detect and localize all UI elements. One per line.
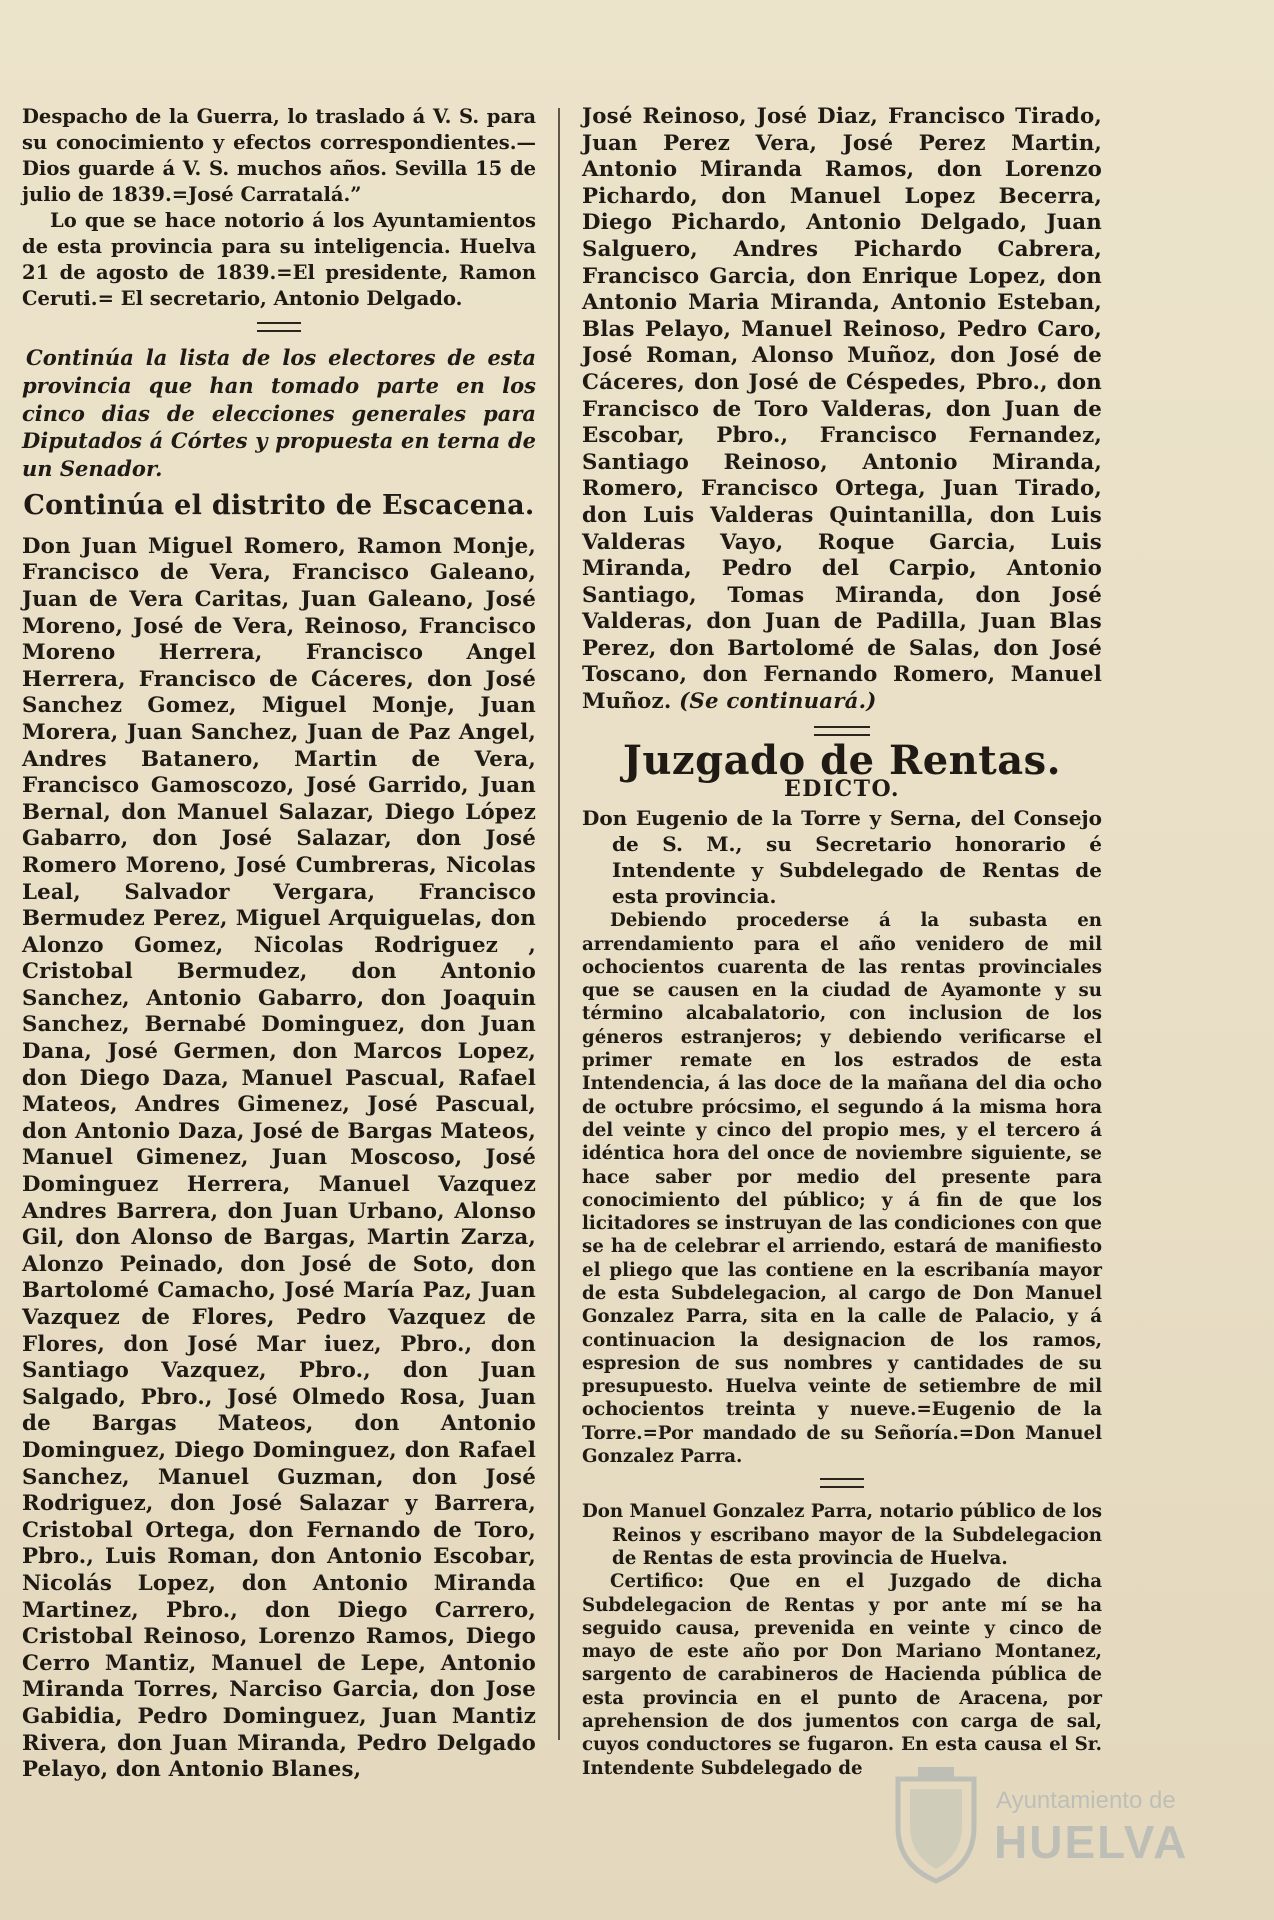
district-title: Continúa el distrito de Escacena. <box>23 489 535 521</box>
notice-paragraph: Lo que se hace notorio á los Ayuntamientos de esta provincia para su inteligencia. Huelva 21 de agosto de 1839.=El presidente, Ramon Ceruti.= El secretario, Antonio Delgado. <box>22 209 536 310</box>
watermark-line1: Ayuntamiento de <box>996 1787 1176 1814</box>
city-watermark <box>888 1765 1248 1895</box>
section-title: Juzgado de Rentas. <box>622 736 1062 784</box>
edicto-header: Don Eugenio de la Torre y Serna, del Consejo de S. M., su Secretario honorario é Intendente y Subdelegado de Rentas de esta provincia. <box>582 806 1102 909</box>
separator <box>820 1478 864 1488</box>
edicto-label: EDICTO. <box>783 776 901 803</box>
elector-names-list: Don Juan Miguel Romero, Ramon Monje, Francisco de Vera, Francisco Galeano, Juan de Vera Caritas, Juan Galeano, José Moreno, José de Vera, Reinoso, Francisco Moreno Herrera, Francisco Angel Herrera, Francisco de Cáceres, don José Sanchez Gomez, Miguel Monje, Juan Morera, Juan Sanchez, Juan de Paz Angel, Andres Batanero, Martin de Vera, Francisco Gamoscozo, José Garrido, Juan Bernal, don Manuel Salazar, Diego López Gabarro, don José Salazar, don José Romero Moreno, José Cumbreras, Nicolas Leal, Salvador Vergara, Francisco Bermudez Perez, Miguel Arquiguelas, don Alonzo Gomez, Nicolas Rodriguez , Cristobal Bermudez, don Antonio Sanchez, Antonio Gabarro, don Joaquin Sanchez, Bernabé Dominguez, don Juan Dana, José Germen, don Marcos Lopez, don Diego Daza, Manuel Pascual, Rafael Mateos, Andres Gimenez, José Pascual, don Antonio Daza, José de Bargas Mateos, Manuel Gimenez, Juan Moscoso, José Dominguez Herrera, Manuel Vazquez Andres Barrera, don Juan Urbano, Alonso Gil, don Alonso de Bargas, Martin Zarza, Alonzo Peinado, don José de Soto, don Bartolomé Camacho, José María Paz, Juan Vazquez de Flores, Pedro Vazquez de Flores, don José Mar iuez, Pbro., don Santiago Vazquez, Pbro., don Juan Salgado, Pbro., José Olmedo Rosa, Juan de Bargas Mateos, don Antonio Dominguez, Diego Dominguez, don Rafael Sanchez, Manuel Guzman, don José Rodriguez, don José Salazar y Barrera, Cristobal Ortega, don Fernando de Toro, Pbro., Luis Roman, don Antonio Escobar, Nicolás Lopez, don Antonio Miranda Martinez, Pbro., don Diego Carrero, Cristobal Reinoso, Lorenzo Ramos, Diego Cerro Mantiz, Manuel de Lepe, Antonio Miranda Torres, Narciso Garcia, don Jose Gabidia, Pedro Dominguez, Juan Mantiz Rivera, don Juan Miranda, Pedro Delgado Pelayo, don Antonio Blanes, <box>22 533 536 1783</box>
intro-paragraph: Despacho de la Guerra, lo traslado á V. S. para su conocimiento y efectos correspondientes.—Dios guarde á V. S. muchos años. Sevilla 15 de julio de 1839.=José Carratalá.” <box>22 105 536 206</box>
right-column <box>582 104 1102 1780</box>
coat-of-arms-icon <box>888 1765 984 1885</box>
names-continued-text: José Reinoso, José Diaz, Francisco Tirado, Juan Perez Vera, José Perez Martin, Antonio Miranda Ramos, don Lorenzo Pichardo, don Manuel Lopez Becerra, Diego Pichardo, Antonio Delgado, Juan Salguero, Andres Pichardo Cabrera, Francisco Garcia, don Enrique Lopez, don Antonio Maria Miranda, Antonio Esteban, Blas Pelayo, Manuel Reinoso, Pedro Caro, José Roman, Alonso Muñoz, don José de Cáceres, don José de Céspedes, Pbro., don Francisco de Toro Valderas, don Juan de Escobar, Pbro., Francisco Fernandez, Santiago Reinoso, Antonio Miranda, Romero, Francisco Ortega, Juan Tirado, don Luis Valderas Quintanilla, don Luis Valderas Vayo, Roque Garcia, Luis Miranda, Pedro del Carpio, Antonio Santiago, Tomas Miranda, don José Valderas, don Juan de Padilla, Juan Blas Perez, don Bartolomé de Salas, don José Toscano, don Fernando Romero, Manuel Muñoz. <box>582 104 1102 715</box>
notary-header: Don Manuel Gonzalez Parra, notario público de los Reinos y escribano mayor de la Subdelegacion de Rentas de esta provincia de Huelva. <box>582 1501 1102 1569</box>
list-heading: Continúa la lista de los electores de esta provincia que han tomado parte en los cinco dias de elecciones generales para Diputados á Córtes y propuesta en terna de un Senador. <box>22 345 536 482</box>
column-divider <box>558 108 560 1740</box>
notary-body: Certifico: Que en el Juzgado de dicha Subdelegacion de Rentas y por ante mí se ha seguido causa, prevenida en veinte y cinco de mayo de este año por Don Mariano Montanez, sargento de carabineros de Hacienda pública de esta provincia en el punto de Aracena, por aprehension de dos jumentos con carga de sal, cuyos conductores se fugaron. En esta causa el Sr. Intendente Subdelegado de <box>582 1571 1102 1779</box>
elector-names-continued <box>582 104 1102 716</box>
separator <box>814 726 870 736</box>
continued-note: (Se continuará.) <box>679 689 877 715</box>
left-column <box>22 104 536 1784</box>
edicto-body: Debiendo procederse á la subasta en arrendamiento para el año venidero de mil ochocientos cuarenta de las rentas provinciales que se causen en la ciudad de Ayamonte y su término alcabalatorio, con inclusion de los géneros estranjeros; y debiendo verificarse el primer remate en los estrados de esta Intendencia, á las doce de la mañana del dia ocho de octubre prócsimo, el segundo á la misma hora del veinte y cinco del propio mes, y el tercero á idéntica hora del once de noviembre siguiente, se hace saber por medio del presente para conocimiento del público; y á fin de que los licitadores se instruyan de las condiciones con que se ha de celebrar el arriendo, estará de manifiesto el pliego que las contiene en la escribanía mayor de esta Subdelegacion, al cargo de Don Manuel Gonzalez Parra, sita en la calle de Palacio, y á continuacion la designacion de los ramos, espresion de sus nombres y cantidades de su presupuesto. Huelva veinte de setiembre de mil ochocientos treinta y nueve.=Eugenio de la Torre.=Por mandado de su Señoría.=Don Manuel Gonzalez Parra. <box>582 910 1102 1468</box>
watermark-line2: HUELVA <box>994 1816 1189 1868</box>
separator <box>257 322 301 332</box>
